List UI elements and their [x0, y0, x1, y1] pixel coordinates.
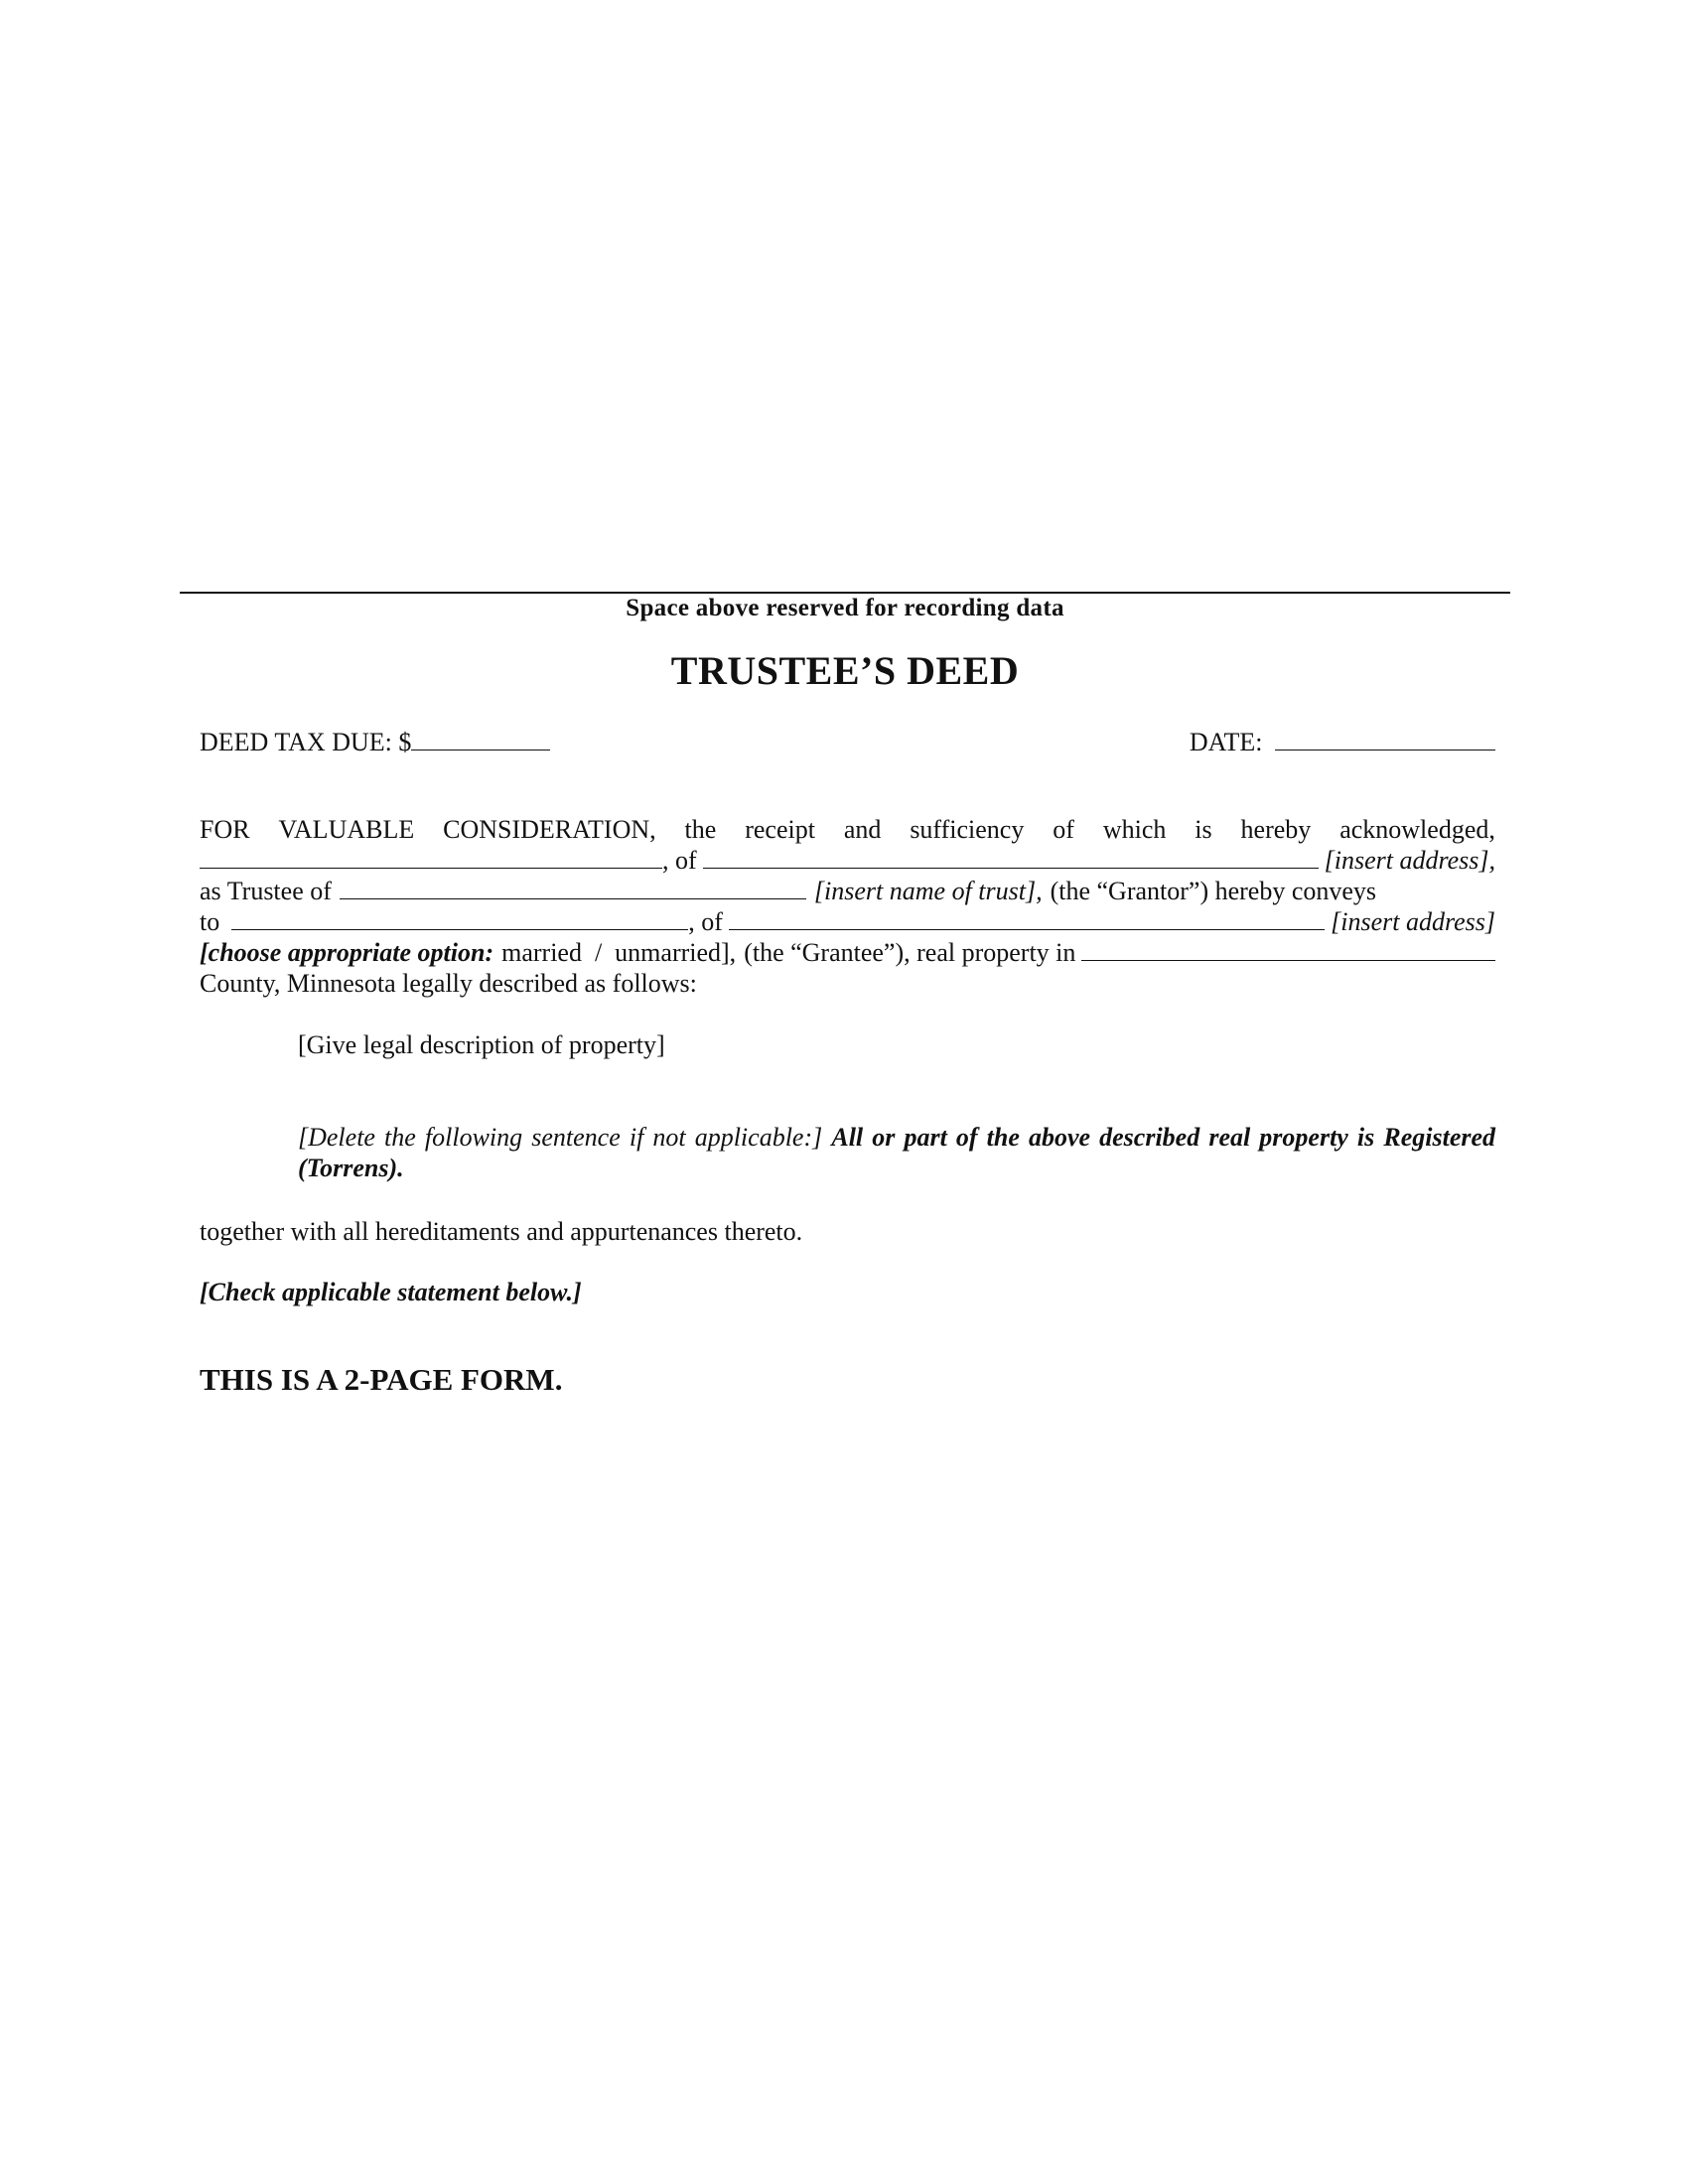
consideration-line-3 [200, 876, 1495, 906]
as-trustee-of-label: as Trustee of [200, 877, 332, 905]
grantee-address-field[interactable] [729, 907, 1325, 930]
grantee-name-field[interactable] [231, 907, 688, 930]
consideration-line-6 [200, 968, 1495, 999]
deed-tax-field[interactable] [411, 726, 550, 751]
legal-description-placeholder: [Give legal description of property] [298, 1030, 665, 1059]
consideration-word: and [843, 815, 882, 844]
county-line-text: County, Minnesota legally described as follows: [200, 969, 697, 998]
two-page-notice: THIS IS A 2-PAGE FORM. [200, 1362, 563, 1397]
torrens-instruction: [Delete the following sentence if not applicable:] [298, 1123, 823, 1152]
marital-status-options[interactable]: married / unmarried], [501, 938, 737, 967]
consideration-line-5 [200, 937, 1495, 968]
consideration-word: acknowledged, [1339, 815, 1495, 844]
consideration-word: is [1195, 815, 1212, 844]
consideration-word: which [1102, 815, 1167, 844]
consideration-word: FOR [200, 815, 250, 844]
county-field[interactable] [1081, 938, 1495, 961]
trust-name-field[interactable] [340, 877, 806, 899]
grantor-text: (the “Grantor”) hereby conveys [1050, 877, 1377, 905]
deed-tax-label: DEED TAX DUE: $ [200, 728, 412, 756]
deed-meta-row [200, 726, 1495, 757]
consideration-word: of [1053, 815, 1074, 844]
of-label-2: , of [688, 907, 723, 936]
to-label: to [200, 907, 220, 936]
together-with-text: together with all hereditaments and appurtenances thereto. [200, 1217, 803, 1246]
grantor-address-field[interactable] [703, 846, 1319, 869]
insert-address-hint-1: [insert address], [1324, 846, 1495, 875]
recording-space-rule [180, 592, 1510, 594]
date-group [1190, 726, 1495, 757]
consideration-word: receipt [745, 815, 815, 844]
consideration-line-4 [200, 906, 1495, 937]
consideration-word: the [684, 815, 717, 844]
insert-trust-name-hint: [insert name of trust], [813, 877, 1043, 905]
grantor-trustee-name-field[interactable] [200, 846, 662, 869]
consideration-paragraph [200, 814, 1495, 999]
torrens-statement: All or part of the above described real property is Registered (Torrens). [298, 1123, 1496, 1182]
check-statement-instruction: [Check applicable statement below.] [200, 1278, 582, 1306]
torrens-block [298, 1122, 1495, 1183]
date-field[interactable] [1275, 726, 1495, 751]
insert-address-hint-2: [insert address] [1331, 907, 1495, 936]
date-label: DATE: [1189, 728, 1263, 756]
of-label: , of [662, 846, 697, 875]
consideration-line-2 [200, 845, 1495, 876]
consideration-word: hereby [1240, 815, 1312, 844]
page-title: TRUSTEE’S DEED [670, 648, 1020, 693]
consideration-word: CONSIDERATION, [443, 815, 656, 844]
choose-option-hint: [choose appropriate option: [200, 938, 494, 967]
consideration-word: sufficiency [910, 815, 1025, 844]
consideration-word: VALUABLE [278, 815, 415, 844]
grantee-text: (the “Grantee”), real property in [744, 938, 1076, 967]
consideration-line-1 [200, 814, 1495, 845]
recording-space-caption: Space above reserved for recording data [626, 595, 1064, 621]
